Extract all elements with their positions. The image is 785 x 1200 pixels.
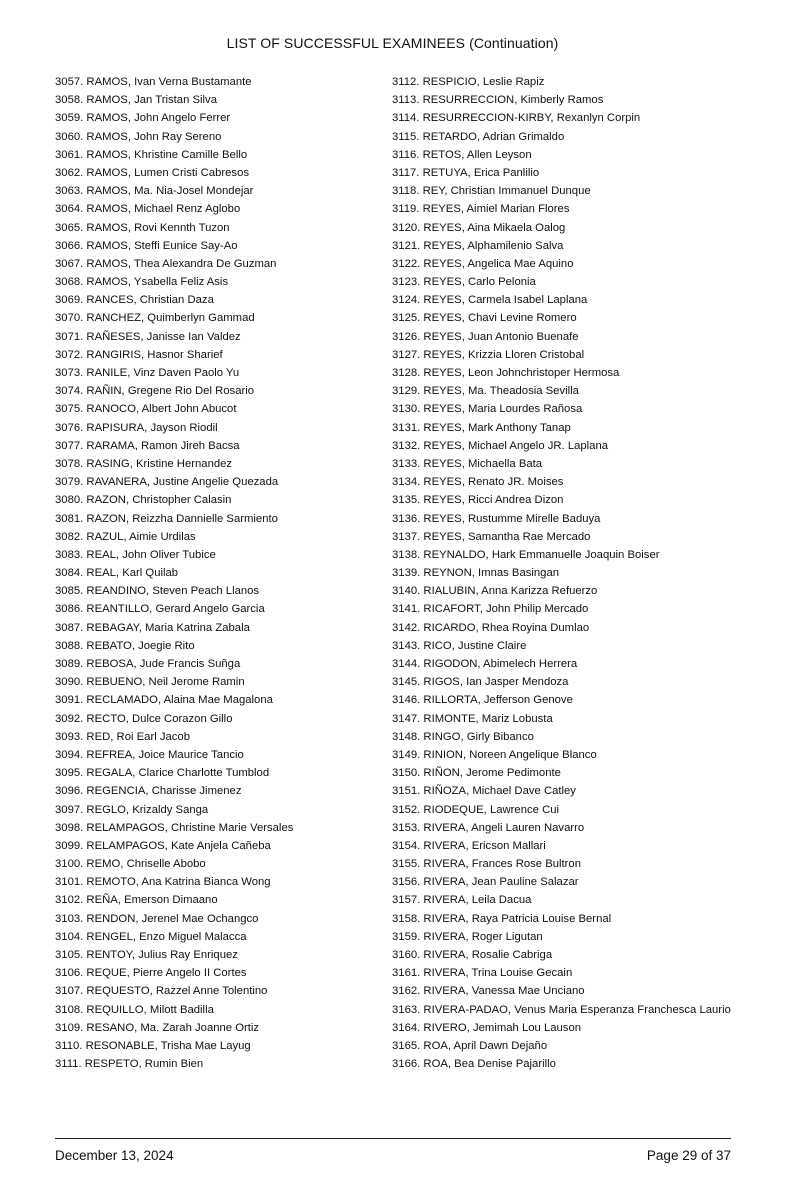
examinee-entry: 3069. RANCES, Christian Daza bbox=[55, 294, 214, 307]
footer-page-number: Page 29 of 37 bbox=[646, 1148, 731, 1163]
examinee-entry: 3112. RESPICIO, Leslie Rapiz bbox=[392, 76, 545, 88]
examinee-entry: 3075. RANOCO, Albert John Abucot bbox=[55, 403, 237, 416]
examinee-entry: 3157. RIVERA, Leila Dacua bbox=[392, 894, 532, 907]
examinee-entry: 3147. RIMONTE, Mariz Lobusta bbox=[392, 712, 553, 725]
examinee-entry: 3085. REANDINO, Steven Peach Llanos bbox=[55, 585, 260, 598]
examinee-entry: 3165. ROA, April Dawn Dejaño bbox=[392, 1039, 548, 1052]
examinee-entry: 3118. REY, Christian Immanuel Dunque bbox=[392, 185, 591, 198]
examinee-list-left-column bbox=[55, 73, 293, 1073]
examinee-entry: 3153. RIVERA, Angeli Lauren Navarro bbox=[392, 821, 585, 834]
examinee-entry: 3155. RIVERA, Frances Rose Bultron bbox=[392, 858, 581, 871]
examinee-entry: 3060. RAMOS, John Ray Sereno bbox=[55, 130, 222, 143]
examinee-entry: 3067. RAMOS, Thea Alexandra De Guzman bbox=[55, 257, 277, 270]
examinee-entry: 3137. REYES, Samantha Rae Mercado bbox=[392, 530, 591, 543]
examinee-entry: 3148. RINGO, Girly Bibanco bbox=[392, 730, 534, 743]
examinee-entry: 3156. RIVERA, Jean Pauline Salazar bbox=[392, 876, 579, 889]
examinee-entry: 3166. ROA, Bea Denise Pajarillo bbox=[392, 1058, 556, 1071]
examinee-entry: 3133. REYES, Michaella Bata bbox=[392, 457, 543, 470]
examinee-entry: 3093. RED, Roi Earl Jacob bbox=[55, 730, 191, 743]
examinee-entry: 3063. RAMOS, Ma. Nia-Josel Mondejar bbox=[55, 185, 254, 198]
examinee-entry: 3150. RIÑON, Jerome Pedimonte bbox=[392, 767, 561, 780]
examinee-entry: 3124. REYES, Carmela Isabel Laplana bbox=[392, 294, 588, 307]
examinee-entry: 3104. RENGEL, Enzo Miguel Malacca bbox=[55, 930, 247, 943]
examinee-entry: 3083. REAL, John Oliver Tubice bbox=[55, 548, 216, 561]
examinee-entry: 3106. REQUE, Pierre Angelo II Cortes bbox=[55, 967, 247, 980]
examinee-entry: 3159. RIVERA, Roger Ligutan bbox=[392, 930, 543, 943]
examinee-entry: 3090. REBUENO, Neil Jerome Ramin bbox=[55, 676, 245, 689]
examinee-entry: 3120. REYES, Aina Mikaela Oalog bbox=[392, 221, 566, 234]
examinee-entry: 3103. RENDON, Jerenel Mae Ochangco bbox=[55, 912, 259, 925]
examinee-entry: 3132. REYES, Michael Angelo JR. Laplana bbox=[392, 439, 609, 452]
examinee-entry: 3068. RAMOS, Ysabella Feliz Asis bbox=[55, 276, 229, 289]
examinee-entry: 3130. REYES, Maria Lourdes Rañosa bbox=[392, 403, 583, 416]
examinee-entry: 3123. REYES, Carlo Pelonia bbox=[392, 276, 536, 289]
examinee-entry: 3105. RENTOY, Julius Ray Enriquez bbox=[55, 949, 238, 961]
examinee-entry: 3164. RIVERO, Jemimah Lou Lauson bbox=[392, 1021, 582, 1034]
examinee-entry: 3091. RECLAMADO, Alaina Mae Magalona bbox=[55, 694, 273, 707]
examinee-entry: 3141. RICAFORT, John Philip Mercado bbox=[392, 603, 589, 616]
examinee-entry: 3126. REYES, Juan Antonio Buenafe bbox=[392, 330, 579, 343]
examinee-entry: 3092. RECTO, Dulce Corazon Gillo bbox=[55, 712, 233, 725]
examinee-entry: 3084. REAL, Karl Quilab bbox=[55, 567, 179, 580]
examinee-entry: 3094. REFREA, Joice Maurice Tancio bbox=[55, 748, 244, 761]
examinee-entry: 3139. REYNON, Imnas Basingan bbox=[392, 567, 560, 580]
examinee-entry: 3128. REYES, Leon Johnchristoper Hermosa bbox=[392, 367, 620, 379]
examinee-entry: 3059. RAMOS, John Angelo Ferrer bbox=[55, 112, 231, 125]
examinee-entry: 3062. RAMOS, Lumen Cristi Cabresos bbox=[55, 166, 250, 179]
examinee-list-right-column bbox=[392, 73, 731, 1073]
examinee-entry: 3115. RETARDO, Adrian Grimaldo bbox=[392, 130, 565, 143]
examinee-entry: 3146. RILLORTA, Jefferson Genove bbox=[392, 694, 573, 707]
examinee-entry: 3145. RIGOS, Ian Jasper Mendoza bbox=[392, 676, 569, 689]
examinee-entry: 3114. RESURRECCION-KIRBY, Rexanlyn Corpin bbox=[392, 112, 641, 125]
examinee-entry: 3078. RASING, Kristine Hernandez bbox=[55, 457, 233, 470]
examinee-entry: 3080. RAZON, Christopher Calasin bbox=[55, 494, 232, 507]
examinee-entry: 3160. RIVERA, Rosalie Cabriga bbox=[392, 949, 553, 961]
footer-divider bbox=[55, 1138, 731, 1139]
examinee-entry: 3149. RINION, Noreen Angelique Blanco bbox=[392, 748, 597, 761]
examinee-entry: 3162. RIVERA, Vanessa Mae Unciano bbox=[392, 985, 585, 998]
examinee-entry: 3152. RIODEQUE, Lawrence Cui bbox=[392, 803, 560, 816]
examinee-entry: 3136. REYES, Rustumme Mirelle Baduya bbox=[392, 512, 601, 525]
examinee-entry: 3097. REGLO, Krizaldy Sanga bbox=[55, 803, 209, 816]
examinee-entry: 3134. REYES, Renato JR. Moises bbox=[392, 476, 564, 489]
examinee-entry: 3129. REYES, Ma. Theadosia Sevilla bbox=[392, 385, 579, 398]
examinee-entry: 3140. RIALUBIN, Anna Karizza Refuerzo bbox=[392, 585, 598, 598]
examinee-entry: 3143. RICO, Justine Claire bbox=[392, 639, 527, 652]
examinee-entry: 3107. REQUESTO, Razzel Anne Tolentino bbox=[55, 985, 268, 998]
examinee-entry: 3065. RAMOS, Rovi Kennth Tuzon bbox=[55, 221, 230, 234]
examinee-entry: 3087. REBAGAY, Maria Katrina Zabala bbox=[55, 621, 250, 634]
examinee-entry: 3135. REYES, Ricci Andrea Dizon bbox=[392, 494, 564, 507]
examinee-entry: 3110. RESONABLE, Trisha Mae Layug bbox=[55, 1039, 251, 1052]
examinee-entry: 3131. REYES, Mark Anthony Tanap bbox=[392, 421, 571, 434]
examinee-entry: 3125. REYES, Chavi Levine Romero bbox=[392, 312, 577, 325]
examinee-entry: 3076. RAPISURA, Jayson Riodil bbox=[55, 421, 218, 434]
examinee-entry: 3073. RANILE, Vinz Daven Paolo Yu bbox=[55, 367, 240, 379]
examinee-entry: 3122. REYES, Angelica Mae Aquino bbox=[392, 257, 574, 270]
examinee-entry: 3119. REYES, Aimiel Marian Flores bbox=[392, 203, 570, 216]
examinee-entry: 3116. RETOS, Allen Leyson bbox=[392, 148, 532, 161]
examinee-entry: 3081. RAZON, Reizzha Dannielle Sarmiento bbox=[55, 512, 278, 525]
examinee-entry: 3074. RAÑIN, Gregene Rio Del Rosario bbox=[55, 385, 255, 398]
examinee-entry: 3089. REBOSA, Jude Francis Suñga bbox=[55, 658, 241, 670]
examinee-entry: 3108. REQUILLO, Milott Badilla bbox=[55, 1003, 214, 1016]
examinee-entry: 3064. RAMOS, Michael Renz Aglobo bbox=[55, 203, 241, 216]
examinee-entry: 3099. RELAMPAGOS, Kate Anjela Cañeba bbox=[55, 839, 271, 852]
page-title: LIST OF SUCCESSFUL EXAMINEES (Continuation) bbox=[226, 35, 559, 51]
examinee-entry: 3111. RESPETO, Rumin Bien bbox=[55, 1058, 204, 1071]
examinee-entry: 3102. REÑA, Emerson Dimaano bbox=[55, 894, 218, 907]
examinee-entry: 3121. REYES, Alphamilenio Salva bbox=[392, 239, 564, 252]
examinee-entry: 3158. RIVERA, Raya Patricia Louise Bernal bbox=[392, 912, 612, 925]
examinee-entry: 3070. RANCHEZ, Quimberlyn Gammad bbox=[55, 312, 255, 325]
examinee-entry: 3098. RELAMPAGOS, Christine Marie Versales bbox=[55, 821, 294, 834]
examinee-entry: 3057. RAMOS, Ivan Verna Bustamante bbox=[55, 76, 252, 88]
examinee-entry: 3113. RESURRECCION, Kimberly Ramos bbox=[392, 94, 604, 107]
examinee-entry: 3058. RAMOS, Jan Tristan Silva bbox=[55, 94, 217, 107]
examinee-entry: 3061. RAMOS, Khristine Camille Bello bbox=[55, 148, 248, 161]
examinee-entry: 3071. RAÑESES, Janisse Ian Valdez bbox=[55, 330, 241, 343]
examinee-entry: 3163. RIVERA-PADAO, Venus Maria Esperanza Franchesca Laurio bbox=[392, 1003, 731, 1016]
examinee-entry: 3138. REYNALDO, Hark Emmanuelle Joaquin Boiser bbox=[392, 548, 660, 561]
examinee-entry: 3154. RIVERA, Ericson Mallari bbox=[392, 839, 546, 852]
footer-date: December 13, 2024 bbox=[55, 1148, 174, 1163]
examinee-entry: 3117. RETUYA, Erica Panlilio bbox=[392, 166, 540, 179]
examinee-entry: 3096. REGENCIA, Charisse Jimenez bbox=[55, 785, 242, 798]
examinee-entry: 3142. RICARDO, Rhea Royina Dumlao bbox=[392, 621, 590, 634]
examinee-entry: 3109. RESANO, Ma. Zarah Joanne Ortiz bbox=[55, 1021, 260, 1034]
examinee-entry: 3082. RAZUL, Aimie Urdilas bbox=[55, 530, 196, 543]
examinee-entry: 3072. RANGIRIS, Hasnor Sharief bbox=[55, 348, 223, 361]
examinee-entry: 3095. REGALA, Clarice Charlotte Tumblod bbox=[55, 767, 270, 780]
examinee-entry: 3077. RARAMA, Ramon Jireh Bacsa bbox=[55, 439, 240, 452]
examinee-entry: 3144. RIGODON, Abimelech Herrera bbox=[392, 658, 578, 670]
examinee-entry: 3151. RIÑOZA, Michael Dave Catley bbox=[392, 785, 576, 798]
examinee-entry: 3100. REMO, Chriselle Abobo bbox=[55, 858, 206, 871]
examinee-entry: 3066. RAMOS, Steffi Eunice Say-Ao bbox=[55, 239, 238, 252]
examinee-entry: 3161. RIVERA, Trina Louise Gecain bbox=[392, 967, 573, 980]
examinee-entry: 3086. REANTILLO, Gerard Angelo Garcia bbox=[55, 603, 265, 616]
examinee-entry: 3127. REYES, Krizzia Lloren Cristobal bbox=[392, 348, 585, 361]
examinee-entry: 3079. RAVANERA, Justine Angelie Quezada bbox=[55, 476, 279, 489]
examinee-entry: 3101. REMOTO, Ana Katrina Bianca Wong bbox=[55, 876, 271, 889]
examinee-entry: 3088. REBATO, Joegie Rito bbox=[55, 639, 195, 652]
